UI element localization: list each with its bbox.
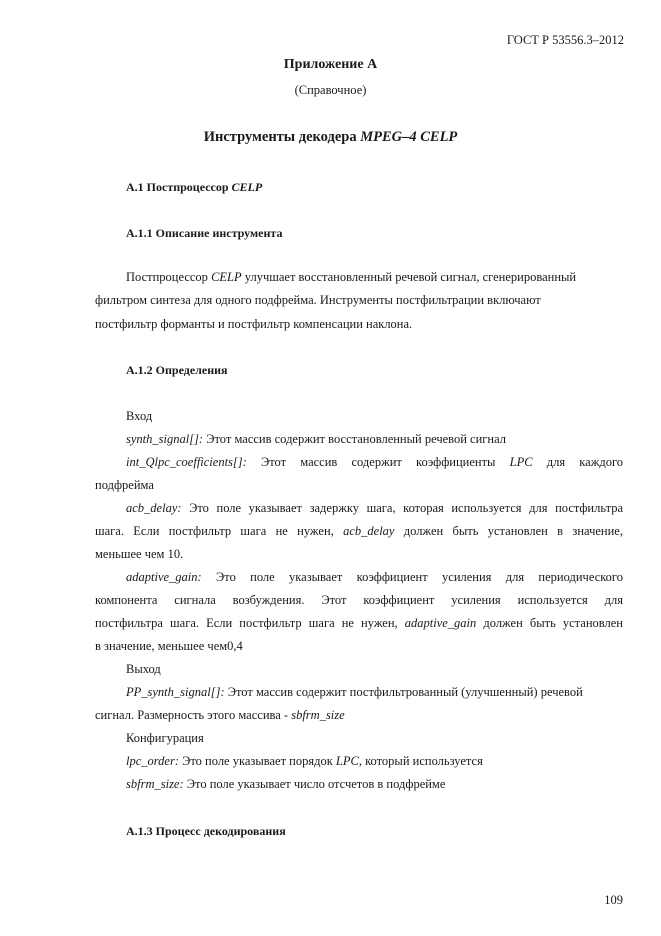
pp-synth-signal-line-2: сигнал. Размерность этого массива - sbfrm_size	[95, 708, 345, 722]
adaptive-gain-line-4: в значение, меньшее чем0,4	[95, 639, 243, 653]
input-label: Вход	[126, 409, 153, 423]
description-line-1: Постпроцессор CELP улучшает восстановленный речевой сигнал, сгенерированный	[126, 270, 577, 284]
section-a13-heading: А.1.3 Процесс декодирования	[126, 824, 286, 838]
config-label: Конфигурация	[126, 731, 204, 745]
acb-delay-line-2: шага. Если постфильтр шага не нужен, acb_delay должен быть установлен в значение,	[95, 524, 623, 538]
document-header: ГОСТ Р 53556.3–2012	[506, 33, 624, 47]
output-label: Выход	[126, 662, 161, 676]
pp-synth-signal-definition: PP_synth_signal[]: Этот массив содержит постфильтрованный (улучшенный) речевой	[126, 685, 583, 699]
lpc-coefficients-line-2: подфрейма	[95, 478, 154, 492]
acb-delay-line-3: меньшее чем 10.	[95, 547, 184, 561]
lpc-coefficients-definition: int_Qlpc_coefficients[]: Этот массив содержит коэффициенты LPC для каждого	[126, 455, 624, 469]
lpc-order-definition: lpc_order: Это поле указывает порядок LPC, который используется	[126, 754, 483, 768]
appendix-subtitle: (Справочное)	[294, 83, 367, 97]
sbfrm-size-definition: sbfrm_size: Это поле указывает число отсчетов в подфрейме	[126, 777, 446, 791]
adaptive-gain-line-2: компонента сигнала возбуждения. Этот коэффициент усиления используется для	[95, 593, 623, 607]
adaptive-gain-line-3: постфильтра шага. Если постфильтр шага не нужен, adaptive_gain должен быть установлен	[95, 616, 623, 630]
section-a1-heading: А.1 Постпроцессор CELP	[126, 180, 263, 194]
page-number: 109	[604, 893, 623, 907]
synth-signal-definition: synth_signal[]: Этот массив содержит восстановленный речевой сигнал	[126, 432, 506, 446]
acb-delay-definition: acb_delay: Это поле указывает задержку шага, которая используется для постфильтра	[126, 501, 623, 515]
main-title: Инструменты декодера MPEG–4 CELP	[203, 129, 458, 145]
description-line-3: постфильтр форманты и постфильтр компенсации наклона.	[95, 317, 413, 331]
appendix-title: Приложение А	[283, 57, 378, 72]
section-a12-heading: А.1.2 Определения	[126, 363, 228, 377]
section-a11-heading: А.1.1 Описание инструмента	[126, 226, 283, 240]
description-line-2: фильтром синтеза для одного подфрейма. Инструменты постфильтрации включают	[95, 293, 541, 307]
adaptive-gain-definition: adaptive_gain: Это поле указывает коэффициент усиления для периодического	[126, 570, 623, 584]
